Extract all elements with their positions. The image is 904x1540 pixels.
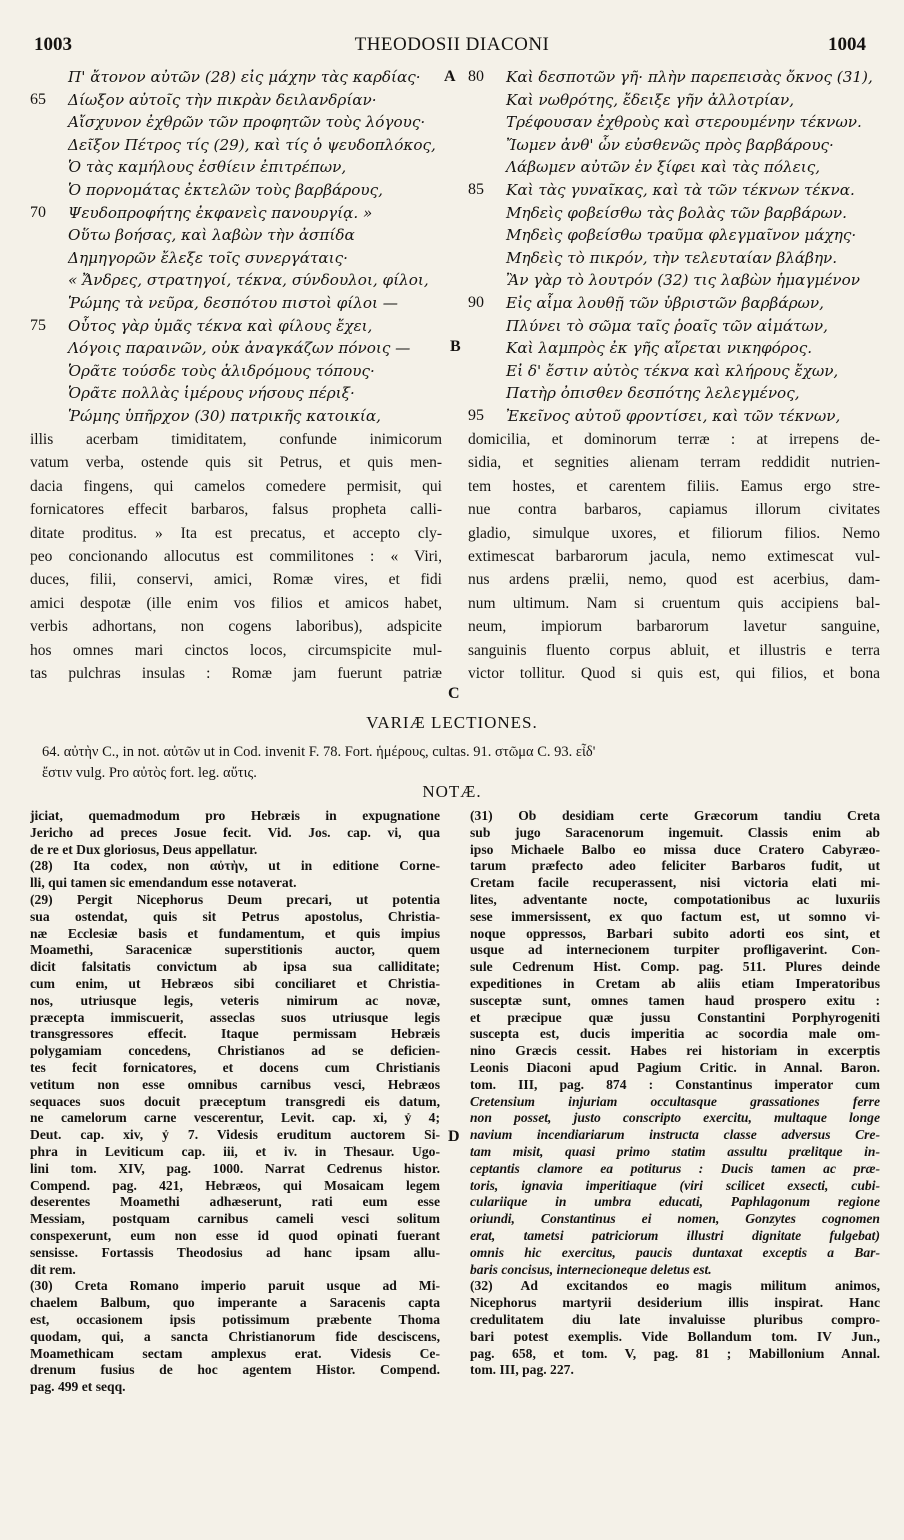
note-line: suscepta est, ducis imperitia ac socordia male om- (470, 1026, 880, 1042)
note-line: Cretam facile recuperassent, nisi victoria elati mi- (470, 875, 880, 891)
note-line: baris concisus, internecioneque deletus est. (470, 1261, 712, 1277)
note-line: navium incendiariarum instructa classe adversus Cre- (470, 1127, 880, 1143)
verse-line (468, 89, 888, 112)
note-line: quodam, qui, a sancta Christianorum fide desciscens, (30, 1328, 440, 1344)
note-line: susceptæ sunt, omnes tamen haud prospero exitu : (470, 992, 880, 1008)
verse-line (468, 134, 888, 157)
note-line: cum enim, ut Hebræos sibi conciliaret et Christia- (30, 975, 440, 991)
note-line: drenum fusius de hoc agentem Histor. Compend. (30, 1362, 440, 1378)
note-line: Compend. pag. 421, Hebræos, qui Mosaicam legem (30, 1177, 440, 1193)
verse-text: Μηδεὶς φοβείσθω τὰς βολὰς τῶν βαρβάρων. (506, 203, 847, 222)
verse-line (30, 66, 450, 89)
note-line: omnis hic exercitus, paucis duntaxat exceptis a Bar- (470, 1244, 880, 1260)
note-line: oriundi, Constantinus ei nomen, Gonzytes cognomen (470, 1211, 880, 1227)
latin-line: vatum verba, ostende quis sit Petrus, et quis men- (30, 454, 442, 472)
margin-letter-c: C (448, 685, 460, 702)
verse-line (30, 89, 450, 112)
note-line: bari potest exemplis. Vide Bollandum tom. IV Jun., (470, 1328, 880, 1344)
verse-text: Καὶ νωθρότης, ἔδειξε γῆν ἀλλοτρίαν, (506, 90, 795, 109)
note-line: lini tom. XIV, pag. 1000. Narrat Cedrenus histor. (30, 1160, 440, 1176)
verse-line (30, 179, 450, 202)
note-line: Leonis Diaconi apud Pagium Critic. in Annal. Baron. (470, 1059, 880, 1075)
verse-line (30, 405, 450, 428)
verse-text: Δίωξον αὐτοῖς τὴν πικρὰν δειλανδρίαν· (68, 90, 377, 109)
latin-column-left (30, 428, 442, 685)
note-line: noque oppressos, Barbari subito adorti eos sint, et (470, 925, 880, 941)
latin-column-right (468, 428, 880, 685)
note-line: expeditiones in Cretam ab aliis etiam Imperatoribus (470, 975, 880, 991)
variant-reading-line: 64. αὐτὴν C., in not. αὐτῶν ut in Cod. invenit F. 78. Fort. ἡμέρους, cultas. 91. στῶμα C. 93. εἶδ' (42, 744, 596, 760)
note-line: næ Ecclesiæ basis et fundamentum, et quis impius (30, 925, 440, 941)
note-line: tom. III, pag. 874 : Constantinus imperator cum (470, 1076, 880, 1092)
note-line: non posset, justo conscripto exercitu, multaque longe (470, 1110, 880, 1126)
note-line: toris, ignavia imperitiaque (viri scilicet exsecti, cubi- (470, 1177, 880, 1193)
note-line: nino Græcis cessit. Habes rei historiam in excerptis (470, 1043, 880, 1059)
verse-line (468, 202, 888, 225)
latin-line: ditate proditus. » Ita est precatus, et accepto cly- (30, 524, 442, 542)
latin-line: peo concionando allocutus est commilitones : « Viri, (30, 547, 442, 565)
latin-line: dacia fingens, qui camelos comedere permisit, qui (30, 477, 442, 495)
verse-line (468, 224, 888, 247)
margin-letter-a: A (444, 68, 456, 85)
latin-line: tas pulchras insulas : Romæ jam fuerunt patriæ (30, 664, 442, 682)
note-line: Deut. cap. xiv, ỷ 7. Videsis eruditum auctorem Si- (30, 1127, 440, 1143)
note-line: (31) Ob desidiam certe Græcorum tandiu Creta (470, 808, 880, 823)
note-line: sese immersissent, ex quo factum est, ut somno vi- (470, 908, 880, 924)
verse-line (30, 156, 450, 179)
note-line: sua ostendat, quis sit Petrus apostolus, Christia- (30, 908, 440, 924)
verse-text: Λάβωμεν αὐτῶν ἐν ξίφει καὶ τὰς πόλεις, (506, 158, 821, 177)
note-line: Messiam, postquam carnibus cameli vesci solitum (30, 1211, 440, 1227)
note-line: Nicephorus martyrii desiderium illis inspirat. Hanc (470, 1295, 880, 1311)
verse-line (468, 382, 888, 405)
note-line: credulitatem diu late invaluisse pluribus compro- (470, 1311, 880, 1327)
note-line: Moamethicam sectam amplexus erat. Videsis Ce- (30, 1345, 440, 1361)
latin-line: nue contra barbaros, capiamus illorum civitates (468, 501, 880, 519)
verse-line (30, 202, 450, 225)
latin-line: duces, filii, conservi, amici, Romæ vires, et fidi (30, 571, 442, 589)
verse-number: 90 (468, 293, 484, 311)
verse-text: Ῥώμης ὑπῆρχον (30) πατρικῆς κατοικία, (68, 406, 381, 425)
verse-number: 80 (468, 68, 484, 85)
verse-text: Αἴσχυνον ἐχθρῶν τῶν προφητῶν τοὺς λόγους· (68, 113, 426, 132)
note-line: vetitum non esse omnibus carnibus vesci, Hebræos (30, 1076, 440, 1092)
verse-line (30, 315, 450, 338)
note-line: (30) Creta Romano imperio paruit usque ad Mi- (30, 1278, 440, 1294)
verse-text: Οὕτω βοήσας, καὶ λαβὼν τὴν ἀσπίδα (68, 226, 355, 245)
notes-column-right (470, 808, 880, 1379)
verse-line (468, 179, 888, 202)
note-line: jiciat, quemadmodum pro Hebræis in expugnatione (30, 808, 440, 823)
verse-line (468, 247, 888, 270)
verse-line (468, 156, 888, 179)
note-line: Moamethi, Saracenicæ superstitionis auctor, quem (30, 942, 440, 958)
variae-lectiones (42, 742, 872, 784)
verse-text: Πατὴρ ὀπισθεν δεσπότης λελεγμένος, (506, 384, 800, 403)
verse-line (30, 382, 450, 405)
notes-section (30, 808, 880, 1508)
latin-line: sidia, et segnities alienam terram reddidit nutrien- (468, 454, 880, 472)
note-line: phra in Leviticum cap. iii, et iv. in Thesaur. Ugo- (30, 1143, 440, 1159)
latin-line: verbis adhortans, non cogens laboribus), adspicite (30, 618, 442, 636)
note-line: (28) Ita codex, non αὐτὴν, ut in editione Corne- (30, 858, 440, 874)
verse-text: Καὶ τὰς γυναῖκας, καὶ τὰ τῶν τέκνων τέκνα. (506, 180, 855, 199)
note-line: lites, adventante nocte, compotationibus ac luxuriis (470, 891, 880, 907)
verse-number: 85 (468, 180, 484, 198)
note-line: chaelem Balbum, quo imperante a Saracenis capta (30, 1295, 440, 1311)
note-line: est, occasionem ipsis potissimum præbente Thoma (30, 1311, 440, 1327)
latin-line: sanguinis fluento corpus abluit, et illustris e terra (468, 641, 880, 659)
note-line: tes fecit fornicatores, et docens cum Christianis (30, 1059, 440, 1075)
verse-text: Πλύνει τὸ σῶμα ταῖς ῥοαῖς τῶν αἱμάτων, (506, 316, 828, 335)
verse-line (468, 337, 888, 360)
verse-line (30, 337, 450, 360)
note-line: sequaces suos docuit præceptum transgredi eis datum, (30, 1093, 440, 1109)
note-line: pag. 658, et tom. V, pag. 81 ; Mabillonium Annal. (470, 1345, 880, 1361)
latin-line: neum, impiorum barbarorum lavetur sanguine, (468, 618, 880, 636)
verse-line (468, 405, 888, 428)
verse-line (30, 292, 450, 315)
note-line: Jericho ad preces Josue fecit. Vid. Jos. cap. vi, qua (30, 824, 440, 840)
latin-line: gladio, simulque uxores, et filiorum filios. Nemo (468, 524, 880, 542)
variae-lectiones-title: VARIÆ LECTIONES. (366, 713, 538, 732)
latin-line: tem hostes, et carentem filiis. Eamus ergo stre- (468, 477, 880, 495)
latin-translation (30, 428, 880, 710)
verse-text: « Ἄνδρες, στρατηγοί, τέκνα, σύνδουλοι, φίλοι, (68, 271, 429, 290)
note-line: lli, qui tamen sic emendandum esse notaverat. (30, 875, 297, 891)
latin-line: amici despotæ (ille enim vos filios et amicos habet, (30, 594, 442, 612)
verse-line (468, 111, 888, 134)
verse-line (30, 111, 450, 134)
verse-line (30, 224, 450, 247)
note-line: transgressores effecit. Itaque permissam Hebræis (30, 1026, 440, 1042)
latin-line: nus ardens prælii, nemo, quod est acerbius, dam- (468, 571, 880, 589)
verse-number: 95 (468, 406, 484, 424)
note-line: dicit falsitatis convictum ab ipsa sua calliditate; (30, 959, 440, 975)
note-line: Cretensium injuriam occultasque grassationes ferre (470, 1093, 880, 1109)
latin-line: domicilia, et dominorum terræ : at irrepens de- (468, 431, 880, 448)
verse-text: Ἐκεῖνος αὐτοῦ φροντίσει, καὶ τῶν τέκνων, (506, 406, 841, 425)
verse-line (30, 247, 450, 270)
note-line: de re et Dux gloriosus, Deus appellatur. (30, 841, 258, 857)
note-line: tam misit, quasi primo statim assultu prælitque in- (470, 1143, 880, 1159)
latin-line: victor tollitur. Quod si quis est, qui filios, et bona (468, 664, 880, 682)
running-title: THEODOSII DIACONI (354, 34, 550, 55)
verse-number: 70 (30, 203, 46, 221)
note-line: nos, utriusque legis, veteris nimirum ac novæ, (30, 992, 440, 1008)
verse-line (30, 360, 450, 383)
latin-line: hos omnes mari cinctos locos, circumspicite mul- (30, 641, 442, 659)
note-line: pag. 499 et seqq. (30, 1379, 126, 1395)
note-line: præcepta immiscuerit, asseclas suos utriusque legis (30, 1009, 440, 1025)
note-line: deserentes Moamethi adhæserunt, rati eum esse (30, 1194, 440, 1210)
verse-text: Οὗτος γὰρ ὑμᾶς τέκνα καὶ φίλους ἔχει, (68, 316, 373, 335)
verse-text: Λόγοις παραινῶν, οὐκ ἀναγκάζων πόνοις — (68, 339, 411, 358)
running-header (30, 34, 874, 58)
notae-title: NOTÆ. (422, 782, 482, 801)
note-line: tom. III, pag. 227. (470, 1362, 574, 1378)
verse-text: Μηδεὶς φοβείσθω τραῦμα φλεγμαῖνον μάχης· (506, 226, 857, 245)
verse-line (30, 269, 450, 292)
page-number-right: 1004 (828, 34, 866, 55)
verse-number: 65 (30, 90, 46, 108)
verse-line (30, 134, 450, 157)
note-line: ipso Michaele Balbo eo missa duce Cratero Cabyræo- (470, 841, 880, 857)
note-line: usque ad internecionem turpiter profligaverint. Con- (470, 942, 880, 958)
note-line: culariique in umbra educati, Paphlagonum regione (470, 1194, 880, 1210)
verse-line (468, 66, 888, 89)
page-number-left: 1003 (34, 34, 72, 55)
verse-text: Ἂν γὰρ τὸ λουτρόν (32) τις λαβὼν ἡμαγμένον (506, 271, 860, 290)
verse-text: Δεῖξον Πέτρος τίς (29), καὶ τίς ὁ ψευδοπλόκος, (68, 135, 436, 154)
verse-text: Ῥώμης τὰ νεῦρα, δεσπότου πιστοὶ φίλοι — (68, 293, 398, 312)
verse-line (468, 269, 888, 292)
note-line: conspexerunt, eum non esse id quod opinati fuerant (30, 1227, 440, 1243)
verse-text: Εἰ δ' ἔστιν αὐτὸς τέκνα καὶ κλήρους ἔχων, (506, 361, 839, 380)
greek-verse-text (30, 66, 876, 425)
latin-line: extimescat barbarorum jacula, nemo extimescat vul- (468, 547, 880, 565)
note-line: (32) Ad excitandos eo magis militum animos, (470, 1278, 880, 1294)
margin-letter-b: B (450, 338, 461, 355)
verse-text: Ψευδοπροφήτης ἐκφανεὶς πανουργίᾳ. » (68, 203, 373, 222)
verse-text: Καὶ δεσποτῶν γῆ· πλὴν παρεπεισὰς ὄκνος (31), (506, 68, 873, 86)
verse-number: 75 (30, 316, 46, 334)
latin-line: illis acerbam timiditatem, confunde inimicorum (30, 431, 442, 448)
variant-reading-line: ἔστιν vulg. Pro αὐτὸς fort. leg. αὔτις. (42, 765, 257, 781)
verse-text: Ὁρᾶτε τούσδε τοὺς ἁλιδρόμους τόπους· (68, 361, 375, 380)
verse-line (468, 292, 888, 315)
verse-line (468, 360, 888, 383)
latin-line: fornicatores effecit barbaros, falsus propheta calli- (30, 501, 442, 519)
note-line: sub jugo Saracenorum ingemuit. Classis enim ab (470, 824, 880, 840)
latin-line: num ultimum. Nam si cruentum quis accipiens bal- (468, 594, 880, 612)
verse-text: Ὁ τὰς καμήλους ἐσθίειν ἐπιτρέπων, (68, 158, 347, 177)
margin-letter-d: D (448, 1128, 460, 1145)
note-line: et præcipue quæ jussu Constantini Porphyrogeniti (470, 1009, 880, 1025)
note-line: erat, tametsi patriciorum illustri dignitate fulgebat) (470, 1227, 880, 1243)
verse-text: Π' ἄτονον αὐτῶν (28) εἰς μάχην τὰς καρδίας· (68, 68, 421, 86)
notes-column-left (30, 808, 440, 1396)
note-line: tarum præfecto adeo feliciter Barbaros fudit, ut (470, 858, 880, 874)
verse-text: Ὁ πορνομάτας ἐκτελῶν τοὺς βαρβάρους, (68, 180, 383, 199)
note-line: polygamiam concedens, Christianos ad se deficien- (30, 1043, 440, 1059)
note-line: ceptantis clamore ea potiturus : Ducis tamen ac præ- (470, 1160, 880, 1176)
note-line: sensisse. Fortassis Theodosius ad hanc ipsam allu- (30, 1244, 440, 1260)
verse-text: Μηδεὶς τὸ πικρόν, τὴν τελευταίαν βλάβην. (506, 248, 838, 267)
note-line: ne camelorum carne vescerentur, Levit. cap. xi, ỷ 4; (30, 1110, 440, 1126)
note-line: dit rem. (30, 1261, 76, 1277)
verse-text: Ὁρᾶτε πολλὰς ἱμέρους νήσους πέριξ· (68, 384, 355, 403)
verse-text: Εἰς αἷμα λουθῇ τῶν ὑβριστῶν βαρβάρων, (506, 293, 824, 312)
verse-text: Δημηγορῶν ἔλεξε τοῖς συνεργάταις· (68, 248, 348, 267)
greek-column-left (30, 66, 450, 428)
verse-line (468, 315, 888, 338)
greek-column-right (468, 66, 888, 428)
note-line: sule Cedrenum Hist. Comp. pag. 511. Plures deinde (470, 959, 880, 975)
note-line: (29) Pergit Nicephorus Deum precari, ut potentia (30, 891, 440, 907)
verse-text: Καὶ λαμπρὸς ἐκ γῆς αἴρεται νικηφόρος. (506, 339, 813, 358)
verse-text: Ἴωμεν ἀνθ' ὧν εὐσθενῶς πρὸς βαρβάρους· (506, 135, 834, 154)
verse-text: Τρέφουσαν ἐχθροὺς καὶ στερουμένην τέκνων. (506, 113, 862, 132)
